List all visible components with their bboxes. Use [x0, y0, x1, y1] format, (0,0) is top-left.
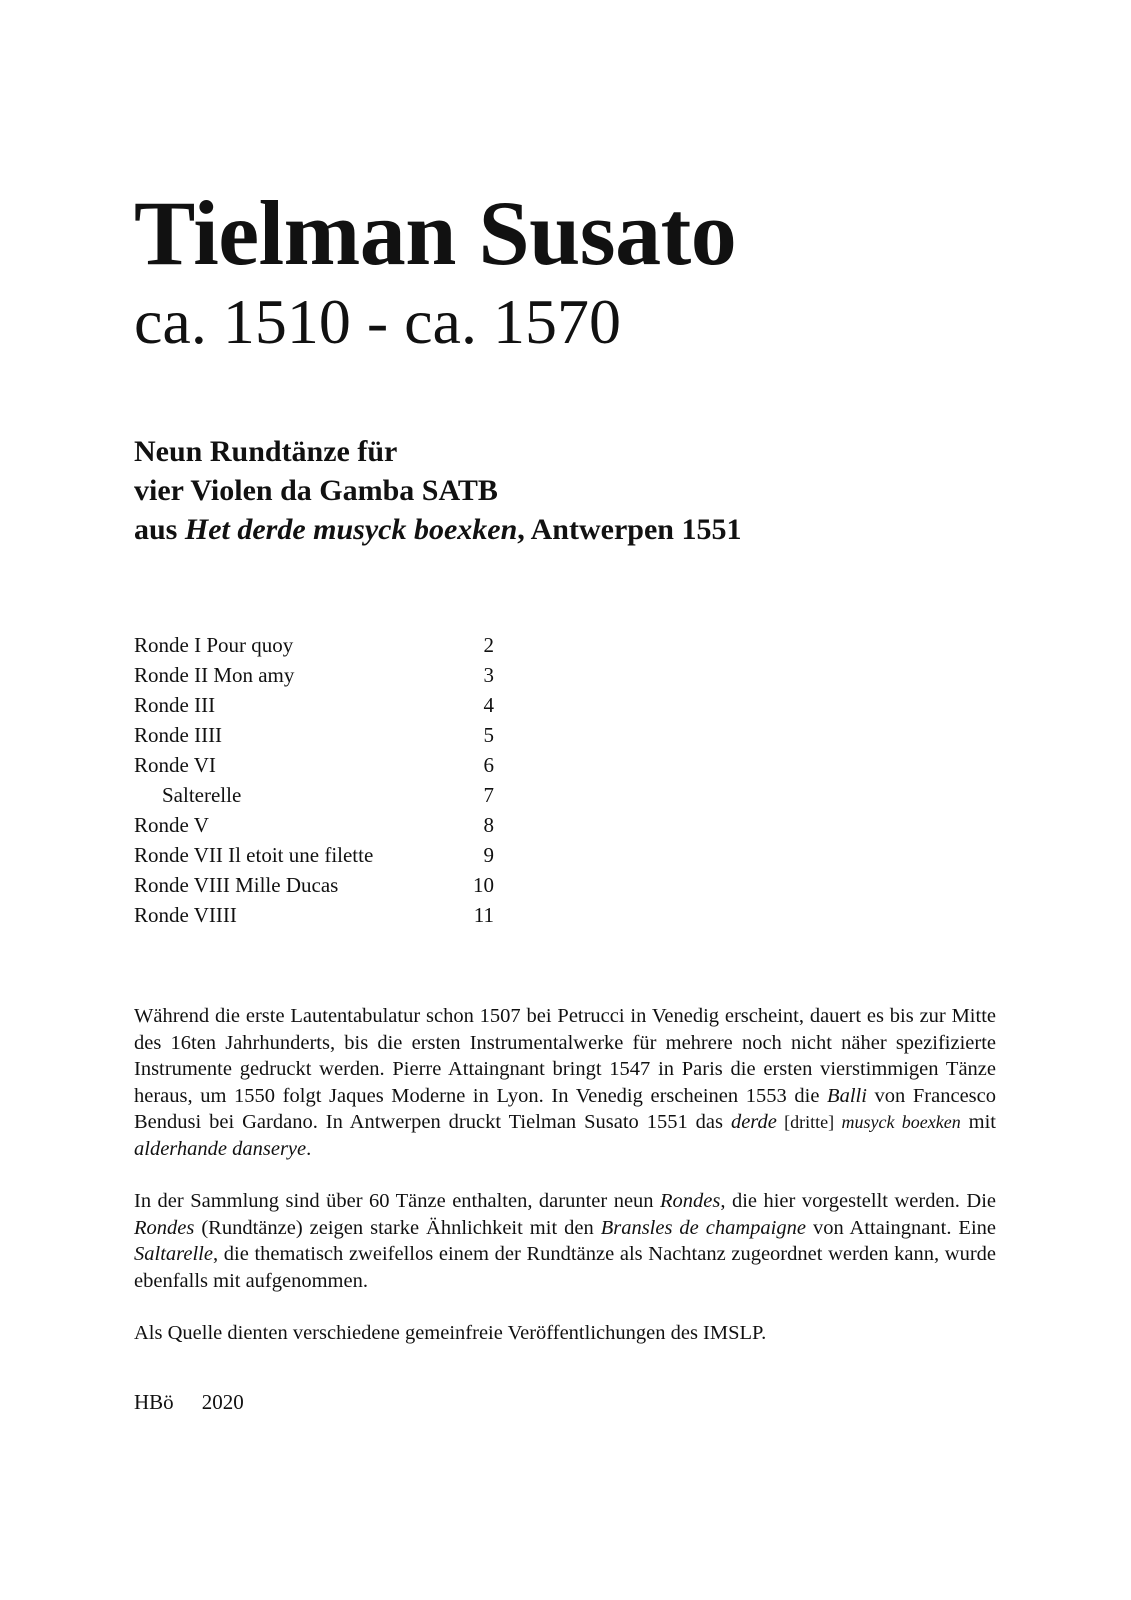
- subtitle-line-1: Neun Rundtänze für: [134, 435, 398, 468]
- toc-entry-title: Ronde II Mon amy: [134, 663, 295, 687]
- table-of-contents: [134, 630, 494, 930]
- toc-entry-page: 9: [483, 843, 494, 867]
- work-subtitle: [134, 432, 741, 549]
- introduction-text: [134, 1003, 996, 1373]
- paragraph-collection: [134, 1188, 996, 1294]
- paragraph-history: [134, 1003, 996, 1162]
- text-run: In der Sammlung sind über 60 Tänze enthalten, darunter neun: [134, 1190, 661, 1212]
- text-run: (Rundtänze) zeigen starke Ähnlichkeit mit den: [194, 1216, 601, 1239]
- toc-entry: [134, 690, 494, 720]
- composer-name: Tielman Susato: [134, 182, 737, 284]
- text-run: mit: [960, 1111, 996, 1133]
- toc-entry-page: 6: [483, 753, 494, 777]
- toc-entry-page: 4: [483, 693, 494, 717]
- paragraph-source: Als Quelle dienten verschiedene gemeinfreie Veröffentlichungen des IMSLP.: [134, 1322, 767, 1344]
- toc-entry: [134, 660, 494, 690]
- toc-entry: [134, 720, 494, 750]
- subtitle-line-2: vier Violen da Gamba SATB: [134, 474, 498, 507]
- italic-run: alderhande danserye: [134, 1137, 307, 1160]
- toc-entry-page: 11: [473, 903, 494, 927]
- subtitle-line-3: [134, 510, 741, 549]
- toc-entry-title: Salterelle: [162, 783, 242, 807]
- text-run: von Attaingnant. Eine: [805, 1216, 997, 1239]
- toc-entry: [134, 870, 494, 900]
- toc-entry-page: 5: [483, 723, 494, 747]
- italic-run: Saltarelle: [134, 1243, 213, 1265]
- toc-entry-page: 3: [483, 663, 494, 687]
- toc-entry-title: Ronde VIIII: [134, 903, 237, 927]
- toc-entry-page: 2: [483, 633, 494, 657]
- toc-entry: [134, 630, 494, 660]
- signature: [134, 1388, 244, 1416]
- toc-entry-page: 7: [483, 783, 494, 807]
- toc-entry-title: Ronde III: [134, 693, 216, 717]
- toc-entry: [134, 780, 494, 810]
- toc-entry: [134, 750, 494, 780]
- text-run: .: [306, 1137, 312, 1160]
- text-run: Während die erste Lautentabulatur schon 1507 bei Petrucci in Venedig erscheint, dauert es bis zur Mitte des 16ten Jahrhunderts, bis die ersten Instrumentalwerke für mehrere noch nicht näher spezifizierte Instrumente gedruckt werden. Pierre Attaingnant bringt 1547 in Paris die ersten vierstimmigen Tänze heraus, um 1550 folgt Jaques Moderne in Lyon. In Venedig erscheinen 1553 die: [134, 1005, 996, 1107]
- toc-entry-title: Ronde I Pour quoy: [134, 633, 294, 657]
- italic-run: Bransles de champaigne: [600, 1216, 806, 1239]
- italic-run: Rondes: [134, 1216, 195, 1239]
- text-run: von Francesco Bendusi bei Gardano. In Antwerpen druckt Tielman Susato 1551 das: [134, 1084, 996, 1133]
- italic-run: musyck boexken: [841, 1112, 961, 1132]
- text-run: [dritte]: [776, 1112, 842, 1132]
- toc-entry-title: Ronde V: [134, 813, 209, 837]
- composer-dates: ca. 1510 - ca. 1570: [134, 286, 621, 357]
- toc-entry: [134, 810, 494, 840]
- toc-entry: [134, 840, 494, 870]
- toc-entry-title: Ronde VII Il etoit une filette: [134, 843, 374, 867]
- toc-entry-title: Ronde VIII Mille Ducas: [134, 873, 339, 897]
- subtitle-line-3-prefix: aus: [134, 513, 185, 546]
- toc-entry-title: Ronde IIII: [134, 723, 223, 747]
- toc-entry-title: Ronde VI: [134, 753, 216, 777]
- signature-year: 2020: [201, 1390, 244, 1414]
- toc-entry-page: 8: [483, 813, 494, 837]
- italic-run: derde: [730, 1111, 777, 1133]
- toc-entry: [134, 900, 494, 930]
- italic-run: Rondes: [660, 1190, 721, 1212]
- subtitle-line-3-suffix: , Antwerpen 1551: [517, 513, 742, 546]
- text-run: , die thematisch zweifellos einem der Rundtänze als Nachtanz zugeordnet werden kann, wurde ebenfalls mit aufgenommen.: [134, 1243, 996, 1292]
- italic-run: Balli: [827, 1084, 867, 1107]
- source-title: Het derde musyck boexken: [184, 513, 518, 546]
- author-initials: HBö: [134, 1390, 174, 1414]
- toc-entry-page: 10: [473, 873, 494, 897]
- text-run: , die hier vorgestellt werden. Die: [720, 1190, 996, 1212]
